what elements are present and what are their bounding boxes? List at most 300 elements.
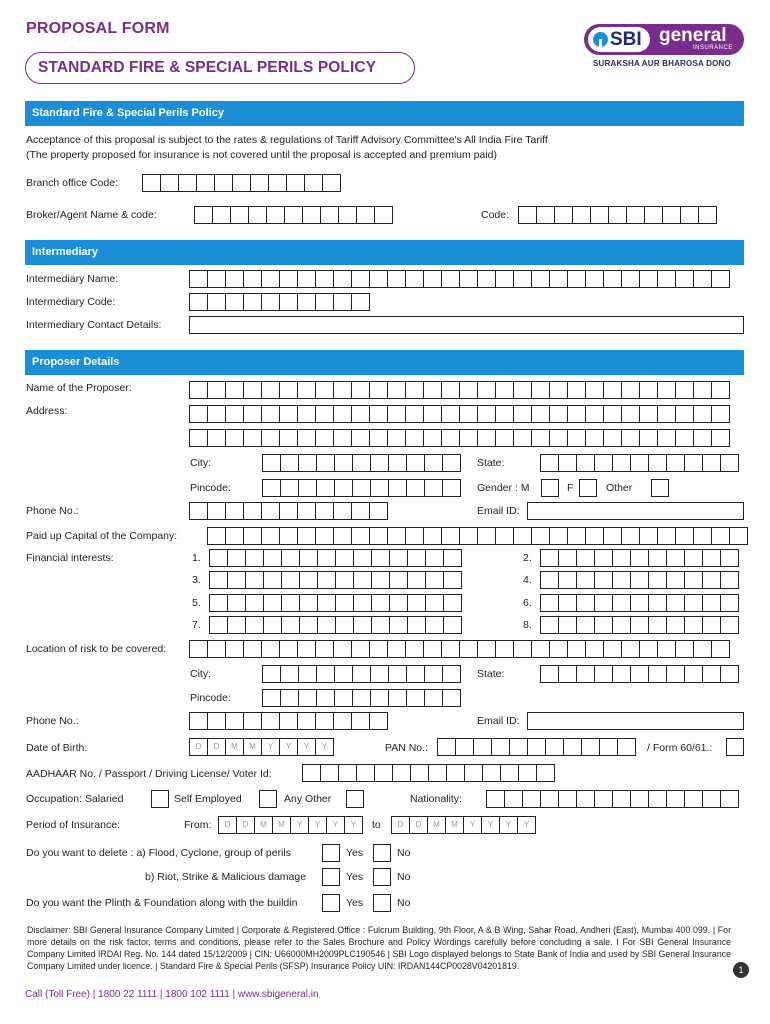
input-cell[interactable] xyxy=(282,571,300,589)
input-cell[interactable] xyxy=(676,429,694,447)
input-cell[interactable] xyxy=(640,640,658,658)
delete-2-yes-checkbox[interactable] xyxy=(322,868,340,886)
input-cell[interactable] xyxy=(663,206,681,224)
input-cell[interactable] xyxy=(352,405,370,423)
input-cell[interactable] xyxy=(334,381,352,399)
input-cell[interactable] xyxy=(190,640,208,658)
date-cell[interactable]: Y xyxy=(298,738,316,756)
input-cell[interactable] xyxy=(298,381,316,399)
capital-field[interactable] xyxy=(207,527,748,545)
pan-field[interactable] xyxy=(437,738,636,756)
input-cell[interactable] xyxy=(528,738,546,756)
date-cell[interactable]: D xyxy=(208,738,226,756)
input-cell[interactable] xyxy=(426,549,444,567)
input-cell[interactable] xyxy=(339,206,357,224)
input-cell[interactable] xyxy=(197,174,215,192)
input-cell[interactable] xyxy=(317,454,335,472)
input-cell[interactable] xyxy=(559,616,577,634)
date-cell[interactable]: M xyxy=(273,816,291,834)
input-cell[interactable] xyxy=(335,665,353,683)
input-cell[interactable] xyxy=(228,549,246,567)
input-cell[interactable] xyxy=(627,206,645,224)
input-cell[interactable] xyxy=(699,206,717,224)
input-cell[interactable] xyxy=(604,527,622,545)
input-cell[interactable] xyxy=(532,270,550,288)
input-cell[interactable] xyxy=(228,594,246,612)
input-cell[interactable] xyxy=(676,527,694,545)
input-cell[interactable] xyxy=(424,270,442,288)
input-cell[interactable] xyxy=(262,293,280,311)
input-cell[interactable] xyxy=(264,594,282,612)
input-cell[interactable] xyxy=(334,293,352,311)
input-cell[interactable] xyxy=(559,594,577,612)
input-cell[interactable] xyxy=(285,206,303,224)
input-cell[interactable] xyxy=(721,665,739,683)
from-date-field[interactable] xyxy=(218,816,363,834)
input-cell[interactable] xyxy=(474,738,492,756)
input-cell[interactable] xyxy=(424,527,442,545)
input-cell[interactable] xyxy=(371,665,389,683)
input-cell[interactable] xyxy=(703,594,721,612)
input-cell[interactable] xyxy=(190,405,208,423)
plinth-yes-checkbox[interactable] xyxy=(322,894,340,912)
input-cell[interactable] xyxy=(541,571,559,589)
input-cell[interactable] xyxy=(339,764,357,782)
input-cell[interactable] xyxy=(353,454,371,472)
input-cell[interactable] xyxy=(226,381,244,399)
input-cell[interactable] xyxy=(263,665,281,683)
input-cell[interactable] xyxy=(375,206,393,224)
input-cell[interactable] xyxy=(353,689,371,707)
input-cell[interactable] xyxy=(604,381,622,399)
input-cell[interactable] xyxy=(300,594,318,612)
input-cell[interactable] xyxy=(568,527,586,545)
input-cell[interactable] xyxy=(721,790,739,808)
input-cell[interactable] xyxy=(334,270,352,288)
input-cell[interactable] xyxy=(424,381,442,399)
state2-field[interactable] xyxy=(540,665,739,683)
email2-field[interactable] xyxy=(527,712,744,730)
input-cell[interactable] xyxy=(478,429,496,447)
input-cell[interactable] xyxy=(262,381,280,399)
fi-field-5[interactable] xyxy=(209,594,462,612)
input-cell[interactable] xyxy=(595,454,613,472)
input-cell[interactable] xyxy=(251,174,269,192)
location-field[interactable] xyxy=(189,640,730,658)
pincode2-field[interactable] xyxy=(262,689,461,707)
input-cell[interactable] xyxy=(649,616,667,634)
fi-field-1[interactable] xyxy=(209,549,462,567)
input-cell[interactable] xyxy=(541,616,559,634)
input-cell[interactable] xyxy=(577,549,595,567)
input-cell[interactable] xyxy=(444,594,462,612)
input-cell[interactable] xyxy=(568,405,586,423)
to-date-field[interactable] xyxy=(391,816,536,834)
input-cell[interactable] xyxy=(246,594,264,612)
input-cell[interactable] xyxy=(514,405,532,423)
input-cell[interactable] xyxy=(532,405,550,423)
broker-field[interactable] xyxy=(194,206,393,224)
input-cell[interactable] xyxy=(425,454,443,472)
input-cell[interactable] xyxy=(559,549,577,567)
input-cell[interactable] xyxy=(210,571,228,589)
input-cell[interactable] xyxy=(649,454,667,472)
input-cell[interactable] xyxy=(712,405,730,423)
input-cell[interactable] xyxy=(280,405,298,423)
input-cell[interactable] xyxy=(721,571,739,589)
input-cell[interactable] xyxy=(640,270,658,288)
input-cell[interactable] xyxy=(613,571,631,589)
input-cell[interactable] xyxy=(316,381,334,399)
input-cell[interactable] xyxy=(244,381,262,399)
input-cell[interactable] xyxy=(190,381,208,399)
input-cell[interactable] xyxy=(631,571,649,589)
input-cell[interactable] xyxy=(317,479,335,497)
input-cell[interactable] xyxy=(460,527,478,545)
input-cell[interactable] xyxy=(371,479,389,497)
self-employed-checkbox[interactable] xyxy=(259,790,277,808)
input-cell[interactable] xyxy=(532,429,550,447)
input-cell[interactable] xyxy=(721,616,739,634)
input-cell[interactable] xyxy=(622,381,640,399)
input-cell[interactable] xyxy=(334,429,352,447)
input-cell[interactable] xyxy=(640,429,658,447)
input-cell[interactable] xyxy=(263,689,281,707)
date-cell[interactable]: D xyxy=(410,816,428,834)
input-cell[interactable] xyxy=(712,527,730,545)
input-cell[interactable] xyxy=(519,206,537,224)
input-cell[interactable] xyxy=(703,454,721,472)
input-cell[interactable] xyxy=(681,206,699,224)
input-cell[interactable] xyxy=(550,381,568,399)
input-cell[interactable] xyxy=(586,270,604,288)
input-cell[interactable] xyxy=(519,764,537,782)
input-cell[interactable] xyxy=(541,549,559,567)
input-cell[interactable] xyxy=(532,640,550,658)
input-cell[interactable] xyxy=(226,405,244,423)
input-cell[interactable] xyxy=(298,270,316,288)
city2-field[interactable] xyxy=(262,665,461,683)
input-cell[interactable] xyxy=(577,571,595,589)
input-cell[interactable] xyxy=(456,738,474,756)
input-cell[interactable] xyxy=(694,640,712,658)
input-cell[interactable] xyxy=(208,712,226,730)
input-cell[interactable] xyxy=(370,381,388,399)
input-cell[interactable] xyxy=(298,502,316,520)
input-cell[interactable] xyxy=(262,502,280,520)
input-cell[interactable] xyxy=(298,429,316,447)
input-cell[interactable] xyxy=(613,616,631,634)
input-cell[interactable] xyxy=(595,665,613,683)
input-cell[interactable] xyxy=(550,527,568,545)
input-cell[interactable] xyxy=(667,665,685,683)
date-cell[interactable]: Y xyxy=(291,816,309,834)
input-cell[interactable] xyxy=(244,293,262,311)
input-cell[interactable] xyxy=(523,790,541,808)
input-cell[interactable] xyxy=(667,571,685,589)
date-cell[interactable]: D xyxy=(392,816,410,834)
input-cell[interactable] xyxy=(282,616,300,634)
date-cell[interactable]: Y xyxy=(280,738,298,756)
input-cell[interactable] xyxy=(496,429,514,447)
input-cell[interactable] xyxy=(389,665,407,683)
input-cell[interactable] xyxy=(703,790,721,808)
input-cell[interactable] xyxy=(694,405,712,423)
input-cell[interactable] xyxy=(269,174,287,192)
input-cell[interactable] xyxy=(559,665,577,683)
input-cell[interactable] xyxy=(316,293,334,311)
input-cell[interactable] xyxy=(352,527,370,545)
input-cell[interactable] xyxy=(407,665,425,683)
input-cell[interactable] xyxy=(721,454,739,472)
input-cell[interactable] xyxy=(631,454,649,472)
input-cell[interactable] xyxy=(478,527,496,545)
date-cell[interactable]: M xyxy=(446,816,464,834)
input-cell[interactable] xyxy=(658,429,676,447)
input-cell[interactable] xyxy=(300,571,318,589)
input-cell[interactable] xyxy=(300,616,318,634)
input-cell[interactable] xyxy=(390,594,408,612)
input-cell[interactable] xyxy=(505,790,523,808)
input-cell[interactable] xyxy=(280,502,298,520)
input-cell[interactable] xyxy=(357,764,375,782)
input-cell[interactable] xyxy=(244,502,262,520)
input-cell[interactable] xyxy=(604,270,622,288)
input-cell[interactable] xyxy=(442,405,460,423)
input-cell[interactable] xyxy=(208,270,226,288)
input-cell[interactable] xyxy=(537,206,555,224)
date-cell[interactable]: Y xyxy=(327,816,345,834)
fi-field-3[interactable] xyxy=(209,571,462,589)
input-cell[interactable] xyxy=(226,429,244,447)
input-cell[interactable] xyxy=(460,270,478,288)
input-cell[interactable] xyxy=(613,665,631,683)
input-cell[interactable] xyxy=(262,527,280,545)
input-cell[interactable] xyxy=(460,381,478,399)
input-cell[interactable] xyxy=(685,665,703,683)
input-cell[interactable] xyxy=(298,712,316,730)
intermediary-contact-field[interactable] xyxy=(189,316,744,334)
input-cell[interactable] xyxy=(316,405,334,423)
input-cell[interactable] xyxy=(649,790,667,808)
input-cell[interactable] xyxy=(577,454,595,472)
input-cell[interactable] xyxy=(408,571,426,589)
input-cell[interactable] xyxy=(514,381,532,399)
input-cell[interactable] xyxy=(631,549,649,567)
date-cell[interactable]: Y xyxy=(345,816,363,834)
input-cell[interactable] xyxy=(298,527,316,545)
input-cell[interactable] xyxy=(577,616,595,634)
input-cell[interactable] xyxy=(388,381,406,399)
input-cell[interactable] xyxy=(649,594,667,612)
input-cell[interactable] xyxy=(280,429,298,447)
input-cell[interactable] xyxy=(443,665,461,683)
input-cell[interactable] xyxy=(442,270,460,288)
input-cell[interactable] xyxy=(406,381,424,399)
input-cell[interactable] xyxy=(631,616,649,634)
input-cell[interactable] xyxy=(676,405,694,423)
input-cell[interactable] xyxy=(298,405,316,423)
input-cell[interactable] xyxy=(478,381,496,399)
input-cell[interactable] xyxy=(263,479,281,497)
input-cell[interactable] xyxy=(208,502,226,520)
input-cell[interactable] xyxy=(667,594,685,612)
input-cell[interactable] xyxy=(631,594,649,612)
input-cell[interactable] xyxy=(263,454,281,472)
input-cell[interactable] xyxy=(208,429,226,447)
input-cell[interactable] xyxy=(318,571,336,589)
input-cell[interactable] xyxy=(478,405,496,423)
date-cell[interactable]: Y xyxy=(482,816,500,834)
input-cell[interactable] xyxy=(280,293,298,311)
input-cell[interactable] xyxy=(195,206,213,224)
input-cell[interactable] xyxy=(336,594,354,612)
input-cell[interactable] xyxy=(299,479,317,497)
input-cell[interactable] xyxy=(685,549,703,567)
aadhaar-field[interactable] xyxy=(302,764,555,782)
input-cell[interactable] xyxy=(334,712,352,730)
input-cell[interactable] xyxy=(244,270,262,288)
input-cell[interactable] xyxy=(550,429,568,447)
input-cell[interactable] xyxy=(264,616,282,634)
input-cell[interactable] xyxy=(496,405,514,423)
input-cell[interactable] xyxy=(613,594,631,612)
input-cell[interactable] xyxy=(496,270,514,288)
input-cell[interactable] xyxy=(622,527,640,545)
input-cell[interactable] xyxy=(299,689,317,707)
input-cell[interactable] xyxy=(244,527,262,545)
input-cell[interactable] xyxy=(281,665,299,683)
input-cell[interactable] xyxy=(694,381,712,399)
input-cell[interactable] xyxy=(317,689,335,707)
input-cell[interactable] xyxy=(280,527,298,545)
input-cell[interactable] xyxy=(595,616,613,634)
input-cell[interactable] xyxy=(586,405,604,423)
input-cell[interactable] xyxy=(262,270,280,288)
input-cell[interactable] xyxy=(390,571,408,589)
input-cell[interactable] xyxy=(318,594,336,612)
input-cell[interactable] xyxy=(676,381,694,399)
input-cell[interactable] xyxy=(442,381,460,399)
input-cell[interactable] xyxy=(228,616,246,634)
input-cell[interactable] xyxy=(371,454,389,472)
input-cell[interactable] xyxy=(685,454,703,472)
input-cell[interactable] xyxy=(618,738,636,756)
input-cell[interactable] xyxy=(352,381,370,399)
input-cell[interactable] xyxy=(354,571,372,589)
input-cell[interactable] xyxy=(406,640,424,658)
input-cell[interactable] xyxy=(226,270,244,288)
input-cell[interactable] xyxy=(460,405,478,423)
input-cell[interactable] xyxy=(388,640,406,658)
input-cell[interactable] xyxy=(645,206,663,224)
input-cell[interactable] xyxy=(613,549,631,567)
input-cell[interactable] xyxy=(354,594,372,612)
input-cell[interactable] xyxy=(298,293,316,311)
input-cell[interactable] xyxy=(316,502,334,520)
input-cell[interactable] xyxy=(375,764,393,782)
input-cell[interactable] xyxy=(246,616,264,634)
input-cell[interactable] xyxy=(541,594,559,612)
plinth-no-checkbox[interactable] xyxy=(373,894,391,912)
state-field[interactable] xyxy=(540,454,739,472)
input-cell[interactable] xyxy=(190,270,208,288)
input-cell[interactable] xyxy=(303,764,321,782)
input-cell[interactable] xyxy=(443,454,461,472)
input-cell[interactable] xyxy=(541,454,559,472)
input-cell[interactable] xyxy=(640,527,658,545)
input-cell[interactable] xyxy=(208,640,226,658)
gender-m-checkbox[interactable] xyxy=(541,479,559,497)
input-cell[interactable] xyxy=(595,549,613,567)
input-cell[interactable] xyxy=(190,293,208,311)
input-cell[interactable] xyxy=(586,381,604,399)
code-field[interactable] xyxy=(518,206,717,224)
input-cell[interactable] xyxy=(694,429,712,447)
input-cell[interactable] xyxy=(443,479,461,497)
input-cell[interactable] xyxy=(388,405,406,423)
input-cell[interactable] xyxy=(262,429,280,447)
input-cell[interactable] xyxy=(622,270,640,288)
input-cell[interactable] xyxy=(703,571,721,589)
input-cell[interactable] xyxy=(685,571,703,589)
input-cell[interactable] xyxy=(712,381,730,399)
date-cell[interactable]: D xyxy=(190,738,208,756)
fi-field-8[interactable] xyxy=(540,616,739,634)
input-cell[interactable] xyxy=(317,665,335,683)
input-cell[interactable] xyxy=(483,764,501,782)
input-cell[interactable] xyxy=(595,594,613,612)
input-cell[interactable] xyxy=(287,174,305,192)
input-cell[interactable] xyxy=(496,527,514,545)
input-cell[interactable] xyxy=(649,571,667,589)
input-cell[interactable] xyxy=(390,549,408,567)
input-cell[interactable] xyxy=(303,206,321,224)
input-cell[interactable] xyxy=(424,405,442,423)
intermediary-name-field[interactable] xyxy=(189,270,730,288)
input-cell[interactable] xyxy=(667,616,685,634)
input-cell[interactable] xyxy=(444,549,462,567)
input-cell[interactable] xyxy=(613,454,631,472)
input-cell[interactable] xyxy=(210,616,228,634)
date-cell[interactable]: Y xyxy=(262,738,280,756)
date-cell[interactable]: M xyxy=(428,816,446,834)
address-line1-field[interactable] xyxy=(189,405,730,423)
input-cell[interactable] xyxy=(573,206,591,224)
input-cell[interactable] xyxy=(425,479,443,497)
input-cell[interactable] xyxy=(208,381,226,399)
input-cell[interactable] xyxy=(586,527,604,545)
input-cell[interactable] xyxy=(226,293,244,311)
input-cell[interactable] xyxy=(280,270,298,288)
gender-other-checkbox[interactable] xyxy=(651,479,669,497)
any-other-checkbox[interactable] xyxy=(346,790,364,808)
input-cell[interactable] xyxy=(335,479,353,497)
input-cell[interactable] xyxy=(282,594,300,612)
input-cell[interactable] xyxy=(444,571,462,589)
input-cell[interactable] xyxy=(460,429,478,447)
input-cell[interactable] xyxy=(465,764,483,782)
input-cell[interactable] xyxy=(487,790,505,808)
input-cell[interactable] xyxy=(532,381,550,399)
input-cell[interactable] xyxy=(389,689,407,707)
input-cell[interactable] xyxy=(577,665,595,683)
fi-field-2[interactable] xyxy=(540,549,739,567)
input-cell[interactable] xyxy=(316,527,334,545)
address-line2-field[interactable] xyxy=(189,429,730,447)
input-cell[interactable] xyxy=(282,549,300,567)
input-cell[interactable] xyxy=(712,429,730,447)
